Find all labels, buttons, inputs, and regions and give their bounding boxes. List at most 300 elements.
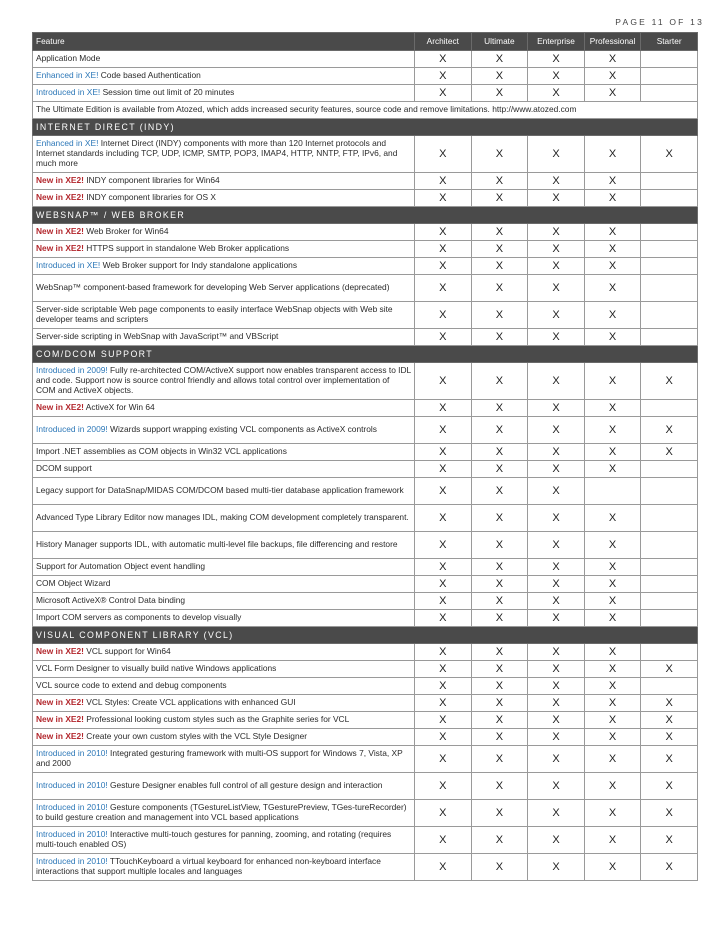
new-badge-text: New in XE2! — [36, 714, 84, 725]
section-title: INTERNET DIRECT (INDY) — [33, 119, 698, 136]
mark-cell-starter: X — [641, 746, 698, 773]
mark-cell-professional: X — [584, 190, 641, 207]
table-row — [33, 85, 698, 102]
feature-cell — [33, 461, 415, 478]
mark-cell-professional: X — [584, 827, 641, 854]
mark-cell-professional: X — [584, 275, 641, 302]
feature-cell — [33, 478, 415, 505]
introduced-badge-text: Enhanced in XE! — [36, 138, 99, 149]
new-badge-text: New in XE2! — [36, 697, 84, 708]
introduced-badge-text: Introduced in 2009! — [36, 365, 108, 376]
mark-cell-enterprise: X — [528, 559, 585, 576]
mark-cell-professional: X — [584, 678, 641, 695]
mark-cell-ultimate: X — [471, 190, 528, 207]
table-row — [33, 593, 698, 610]
mark-cell-architect: X — [415, 678, 472, 695]
mark-cell-enterprise: X — [528, 610, 585, 627]
mark-cell-ultimate: X — [471, 610, 528, 627]
introduced-badge-text: Introduced in 2010! — [36, 856, 108, 867]
mark-cell-starter — [641, 478, 698, 505]
table-row — [33, 478, 698, 505]
mark-cell-ultimate: X — [471, 644, 528, 661]
feature-cell — [33, 610, 415, 627]
mark-cell-architect: X — [415, 241, 472, 258]
mark-cell-enterprise: X — [528, 773, 585, 800]
feature-description: COM Object Wizard — [36, 578, 111, 589]
mark-cell-ultimate: X — [471, 68, 528, 85]
mark-cell-ultimate: X — [471, 746, 528, 773]
table-row — [33, 505, 698, 532]
table-row — [33, 678, 698, 695]
table-row — [33, 329, 698, 346]
mark-cell-enterprise: X — [528, 417, 585, 444]
mark-cell-ultimate: X — [471, 559, 528, 576]
section-header-row — [33, 119, 698, 136]
column-header-feature: Feature — [33, 33, 415, 51]
mark-cell-architect: X — [415, 505, 472, 532]
mark-cell-architect: X — [415, 275, 472, 302]
mark-cell-starter — [641, 241, 698, 258]
feature-description: Import .NET assemblies as COM objects in Win32 VCL applications — [36, 446, 287, 457]
feature-cell — [33, 505, 415, 532]
mark-cell-professional: X — [584, 417, 641, 444]
mark-cell-enterprise: X — [528, 695, 585, 712]
mark-cell-architect: X — [415, 800, 472, 827]
mark-cell-architect: X — [415, 532, 472, 559]
introduced-badge-text: Introduced in 2010! — [36, 780, 108, 791]
table-row — [33, 695, 698, 712]
feature-description: INDY component libraries for Win64 — [83, 175, 220, 186]
feature-cell — [33, 136, 415, 173]
section-title: COM/DCOM SUPPORT — [33, 346, 698, 363]
mark-cell-enterprise: X — [528, 678, 585, 695]
mark-cell-enterprise: X — [528, 644, 585, 661]
mark-cell-professional: X — [584, 661, 641, 678]
table-row — [33, 241, 698, 258]
mark-cell-ultimate: X — [471, 444, 528, 461]
mark-cell-professional: X — [584, 400, 641, 417]
mark-cell-ultimate: X — [471, 241, 528, 258]
mark-cell-ultimate: X — [471, 593, 528, 610]
mark-cell-ultimate: X — [471, 800, 528, 827]
table-row — [33, 559, 698, 576]
column-header-ultimate: Ultimate — [471, 33, 528, 51]
mark-cell-ultimate: X — [471, 224, 528, 241]
mark-cell-ultimate: X — [471, 827, 528, 854]
table-row — [33, 224, 698, 241]
feature-description: Fully re-architected COM/ActiveX support now enables transparent access to IDL and code. Support now is source control friendly and allows total control over implementation of COM and ActiveX objects. — [36, 365, 411, 395]
mark-cell-professional: X — [584, 329, 641, 346]
mark-cell-professional: X — [584, 258, 641, 275]
introduced-badge-text: Enhanced in XE! — [36, 70, 99, 81]
mark-cell-ultimate: X — [471, 505, 528, 532]
mark-cell-enterprise: X — [528, 400, 585, 417]
mark-cell-architect: X — [415, 136, 472, 173]
mark-cell-starter — [641, 51, 698, 68]
mark-cell-ultimate: X — [471, 532, 528, 559]
feature-description: Wizards support wrapping existing VCL components as ActiveX controls — [107, 424, 377, 435]
feature-description: Web Broker support for Indy standalone applications — [100, 260, 298, 271]
feature-cell — [33, 363, 415, 400]
mark-cell-professional: X — [584, 68, 641, 85]
note-row — [33, 102, 698, 119]
feature-description: Import COM servers as components to develop visually — [36, 612, 242, 623]
feature-cell — [33, 712, 415, 729]
mark-cell-professional: X — [584, 302, 641, 329]
mark-cell-ultimate: X — [471, 695, 528, 712]
page-number: PAGE 11 OF 13 — [615, 17, 704, 27]
feature-matrix-table — [32, 32, 698, 881]
mark-cell-starter — [641, 461, 698, 478]
introduced-badge-text: Introduced in 2010! — [36, 829, 108, 840]
feature-description: Legacy support for DataSnap/MIDAS COM/DCOM based multi-tier database application framework — [36, 485, 404, 496]
feature-cell — [33, 51, 415, 68]
mark-cell-starter — [641, 678, 698, 695]
mark-cell-enterprise: X — [528, 746, 585, 773]
mark-cell-ultimate: X — [471, 461, 528, 478]
feature-cell — [33, 593, 415, 610]
table-row — [33, 400, 698, 417]
mark-cell-ultimate: X — [471, 854, 528, 881]
mark-cell-architect: X — [415, 363, 472, 400]
mark-cell-ultimate: X — [471, 258, 528, 275]
new-badge-text: New in XE2! — [36, 243, 84, 254]
feature-cell — [33, 678, 415, 695]
section-header-row — [33, 627, 698, 644]
mark-cell-professional — [584, 478, 641, 505]
feature-description: INDY component libraries for OS X — [83, 192, 216, 203]
mark-cell-professional: X — [584, 746, 641, 773]
mark-cell-architect: X — [415, 773, 472, 800]
mark-cell-architect: X — [415, 576, 472, 593]
feature-description: VCL support for Win64 — [83, 646, 171, 657]
table-row — [33, 729, 698, 746]
mark-cell-architect: X — [415, 827, 472, 854]
mark-cell-professional: X — [584, 461, 641, 478]
mark-cell-ultimate: X — [471, 85, 528, 102]
table-row — [33, 51, 698, 68]
mark-cell-starter: X — [641, 661, 698, 678]
feature-cell — [33, 559, 415, 576]
table-row — [33, 173, 698, 190]
feature-cell — [33, 729, 415, 746]
table-row — [33, 461, 698, 478]
feature-cell — [33, 576, 415, 593]
column-header-professional: Professional — [584, 33, 641, 51]
feature-description: VCL Styles: Create VCL applications with enhanced GUI — [83, 697, 296, 708]
feature-cell — [33, 695, 415, 712]
mark-cell-enterprise: X — [528, 444, 585, 461]
mark-cell-professional: X — [584, 532, 641, 559]
mark-cell-professional: X — [584, 224, 641, 241]
mark-cell-ultimate: X — [471, 173, 528, 190]
mark-cell-architect: X — [415, 85, 472, 102]
mark-cell-enterprise: X — [528, 461, 585, 478]
mark-cell-enterprise: X — [528, 302, 585, 329]
mark-cell-starter — [641, 532, 698, 559]
mark-cell-starter — [641, 576, 698, 593]
mark-cell-ultimate: X — [471, 51, 528, 68]
mark-cell-starter: X — [641, 827, 698, 854]
mark-cell-starter — [641, 258, 698, 275]
mark-cell-starter — [641, 85, 698, 102]
mark-cell-architect: X — [415, 302, 472, 329]
mark-cell-starter — [641, 644, 698, 661]
feature-cell — [33, 644, 415, 661]
mark-cell-starter: X — [641, 729, 698, 746]
mark-cell-starter: X — [641, 712, 698, 729]
mark-cell-architect: X — [415, 329, 472, 346]
feature-description: VCL source code to extend and debug components — [36, 680, 227, 691]
table-row — [33, 136, 698, 173]
table-row — [33, 444, 698, 461]
table-row — [33, 712, 698, 729]
mark-cell-enterprise: X — [528, 827, 585, 854]
feature-cell — [33, 827, 415, 854]
mark-cell-enterprise: X — [528, 712, 585, 729]
mark-cell-ultimate: X — [471, 661, 528, 678]
mark-cell-professional: X — [584, 729, 641, 746]
mark-cell-professional: X — [584, 593, 641, 610]
mark-cell-ultimate: X — [471, 400, 528, 417]
feature-cell — [33, 329, 415, 346]
mark-cell-architect: X — [415, 610, 472, 627]
mark-cell-enterprise: X — [528, 68, 585, 85]
mark-cell-architect: X — [415, 854, 472, 881]
table-row — [33, 644, 698, 661]
mark-cell-enterprise: X — [528, 532, 585, 559]
feature-description: Support for Automation Object event handling — [36, 561, 206, 572]
feature-cell — [33, 241, 415, 258]
mark-cell-ultimate: X — [471, 363, 528, 400]
table-header-row — [33, 33, 698, 51]
mark-cell-architect: X — [415, 417, 472, 444]
feature-description: History Manager supports IDL, with automatic multi-level file backups, file differencing and restore — [36, 539, 398, 550]
new-badge-text: New in XE2! — [36, 192, 84, 203]
feature-description: Gesture components (TGestureListView, TGesturePreview, TGes-tureRecorder) to build gesture creation and management into VCL based applications — [36, 802, 407, 822]
feature-cell — [33, 173, 415, 190]
mark-cell-architect: X — [415, 593, 472, 610]
mark-cell-ultimate: X — [471, 302, 528, 329]
feature-description: TTouchKeyboard a virtual keyboard for enhanced non-keyboard interface interactions that support multiple locales and languages — [36, 856, 381, 876]
mark-cell-architect: X — [415, 712, 472, 729]
mark-cell-professional: X — [584, 85, 641, 102]
mark-cell-enterprise: X — [528, 241, 585, 258]
mark-cell-starter: X — [641, 773, 698, 800]
mark-cell-starter — [641, 610, 698, 627]
mark-cell-starter: X — [641, 695, 698, 712]
feature-cell — [33, 854, 415, 881]
mark-cell-professional: X — [584, 363, 641, 400]
feature-cell — [33, 68, 415, 85]
feature-cell — [33, 224, 415, 241]
feature-cell — [33, 746, 415, 773]
mark-cell-architect: X — [415, 559, 472, 576]
mark-cell-professional: X — [584, 854, 641, 881]
new-badge-text: New in XE2! — [36, 226, 84, 237]
feature-cell — [33, 532, 415, 559]
mark-cell-starter — [641, 190, 698, 207]
feature-description: Web Broker for Win64 — [83, 226, 169, 237]
table-row — [33, 854, 698, 881]
mark-cell-enterprise: X — [528, 593, 585, 610]
mark-cell-architect: X — [415, 478, 472, 505]
table-body — [33, 51, 698, 881]
mark-cell-enterprise: X — [528, 661, 585, 678]
feature-description: WebSnap™ component-based framework for developing Web Server applications (deprecated) — [36, 282, 390, 293]
feature-description: Professional looking custom styles such as the Graphite series for VCL — [83, 714, 350, 725]
column-header-starter: Starter — [641, 33, 698, 51]
mark-cell-professional: X — [584, 559, 641, 576]
feature-description: Advanced Type Library Editor now manages IDL, making COM development completely transparent. — [36, 512, 409, 523]
mark-cell-starter: X — [641, 444, 698, 461]
mark-cell-architect: X — [415, 258, 472, 275]
feature-description: Session time out limit of 20 minutes — [100, 87, 235, 98]
feature-description: Integrated gesturing framework with multi-OS support for Windows 7, Vista, XP and 2000 — [36, 748, 403, 768]
mark-cell-ultimate: X — [471, 712, 528, 729]
table-row — [33, 800, 698, 827]
mark-cell-enterprise: X — [528, 136, 585, 173]
mark-cell-ultimate: X — [471, 729, 528, 746]
mark-cell-architect: X — [415, 695, 472, 712]
feature-description: ActiveX for Win 64 — [83, 402, 155, 413]
mark-cell-enterprise: X — [528, 363, 585, 400]
mark-cell-enterprise: X — [528, 505, 585, 532]
feature-description: Server-side scripting in WebSnap with JavaScript™ and VBScript — [36, 331, 279, 342]
mark-cell-enterprise: X — [528, 478, 585, 505]
mark-cell-starter — [641, 302, 698, 329]
mark-cell-starter: X — [641, 363, 698, 400]
feature-cell — [33, 444, 415, 461]
section-title: WEBSNAP™ / WEB BROKER — [33, 207, 698, 224]
mark-cell-starter — [641, 329, 698, 346]
mark-cell-enterprise: X — [528, 854, 585, 881]
introduced-badge-text: Introduced in XE! — [36, 87, 101, 98]
mark-cell-professional: X — [584, 644, 641, 661]
feature-cell — [33, 85, 415, 102]
introduced-badge-text: Introduced in 2010! — [36, 748, 108, 759]
introduced-badge-text: Introduced in 2009! — [36, 424, 108, 435]
mark-cell-professional: X — [584, 444, 641, 461]
mark-cell-enterprise: X — [528, 258, 585, 275]
new-badge-text: New in XE2! — [36, 646, 84, 657]
mark-cell-professional: X — [584, 241, 641, 258]
feature-cell — [33, 275, 415, 302]
new-badge-text: New in XE2! — [36, 402, 84, 413]
column-header-enterprise: Enterprise — [528, 33, 585, 51]
table-row — [33, 258, 698, 275]
table-row — [33, 190, 698, 207]
column-header-architect: Architect — [415, 33, 472, 51]
mark-cell-architect: X — [415, 224, 472, 241]
feature-description: Application Mode — [36, 53, 101, 64]
mark-cell-starter — [641, 505, 698, 532]
table-row — [33, 576, 698, 593]
mark-cell-starter — [641, 173, 698, 190]
mark-cell-ultimate: X — [471, 275, 528, 302]
mark-cell-professional: X — [584, 695, 641, 712]
mark-cell-architect: X — [415, 400, 472, 417]
mark-cell-starter — [641, 593, 698, 610]
feature-description: Interactive multi-touch gestures for panning, zooming, and rotating (requires multi-touch enabled OS) — [36, 829, 392, 849]
feature-cell — [33, 190, 415, 207]
feature-description: Server-side scriptable Web page components to easily interface WebSnap objects with Web site developer teams and scripters — [36, 304, 393, 324]
mark-cell-ultimate: X — [471, 417, 528, 444]
table-row — [33, 275, 698, 302]
feature-description: Create your own custom styles with the VCL Style Designer — [83, 731, 308, 742]
table-row — [33, 827, 698, 854]
mark-cell-ultimate: X — [471, 773, 528, 800]
feature-description: HTTPS support in standalone Web Broker applications — [83, 243, 290, 254]
mark-cell-starter — [641, 559, 698, 576]
mark-cell-professional: X — [584, 800, 641, 827]
feature-cell — [33, 417, 415, 444]
mark-cell-architect: X — [415, 644, 472, 661]
table-row — [33, 661, 698, 678]
feature-description: Internet Direct (INDY) components with more than 120 Internet protocols and Internet standards including TCP, UDP, ICMP, SMTP, POP3, IMAP4, HTTP, NNTP, FTP, IPv6, and much more — [36, 138, 398, 168]
feature-cell — [33, 400, 415, 417]
mark-cell-enterprise: X — [528, 224, 585, 241]
mark-cell-enterprise: X — [528, 51, 585, 68]
feature-cell — [33, 258, 415, 275]
mark-cell-starter — [641, 68, 698, 85]
mark-cell-architect: X — [415, 51, 472, 68]
mark-cell-starter — [641, 400, 698, 417]
table-row — [33, 610, 698, 627]
introduced-badge-text: Introduced in XE! — [36, 260, 101, 271]
mark-cell-professional: X — [584, 773, 641, 800]
mark-cell-enterprise: X — [528, 85, 585, 102]
mark-cell-ultimate: X — [471, 329, 528, 346]
section-header-row — [33, 207, 698, 224]
mark-cell-starter — [641, 224, 698, 241]
mark-cell-professional: X — [584, 712, 641, 729]
mark-cell-starter: X — [641, 417, 698, 444]
feature-cell — [33, 302, 415, 329]
feature-cell — [33, 800, 415, 827]
mark-cell-enterprise: X — [528, 329, 585, 346]
section-title: VISUAL COMPONENT LIBRARY (VCL) — [33, 627, 698, 644]
mark-cell-professional: X — [584, 173, 641, 190]
mark-cell-architect: X — [415, 173, 472, 190]
mark-cell-professional: X — [584, 610, 641, 627]
mark-cell-architect: X — [415, 461, 472, 478]
mark-cell-architect: X — [415, 746, 472, 773]
mark-cell-professional: X — [584, 136, 641, 173]
section-header-row — [33, 346, 698, 363]
mark-cell-architect: X — [415, 444, 472, 461]
table-row — [33, 532, 698, 559]
new-badge-text: New in XE2! — [36, 175, 84, 186]
mark-cell-architect: X — [415, 729, 472, 746]
feature-description: Microsoft ActiveX® Control Data binding — [36, 595, 186, 606]
mark-cell-starter: X — [641, 854, 698, 881]
table-row — [33, 746, 698, 773]
mark-cell-professional: X — [584, 51, 641, 68]
mark-cell-enterprise: X — [528, 190, 585, 207]
mark-cell-enterprise: X — [528, 800, 585, 827]
mark-cell-ultimate: X — [471, 478, 528, 505]
table-row — [33, 68, 698, 85]
table-row — [33, 773, 698, 800]
mark-cell-professional: X — [584, 576, 641, 593]
feature-cell — [33, 661, 415, 678]
mark-cell-enterprise: X — [528, 576, 585, 593]
mark-cell-architect: X — [415, 190, 472, 207]
feature-description: VCL Form Designer to visually build native Windows applications — [36, 663, 277, 674]
table-row — [33, 417, 698, 444]
table-row — [33, 363, 698, 400]
